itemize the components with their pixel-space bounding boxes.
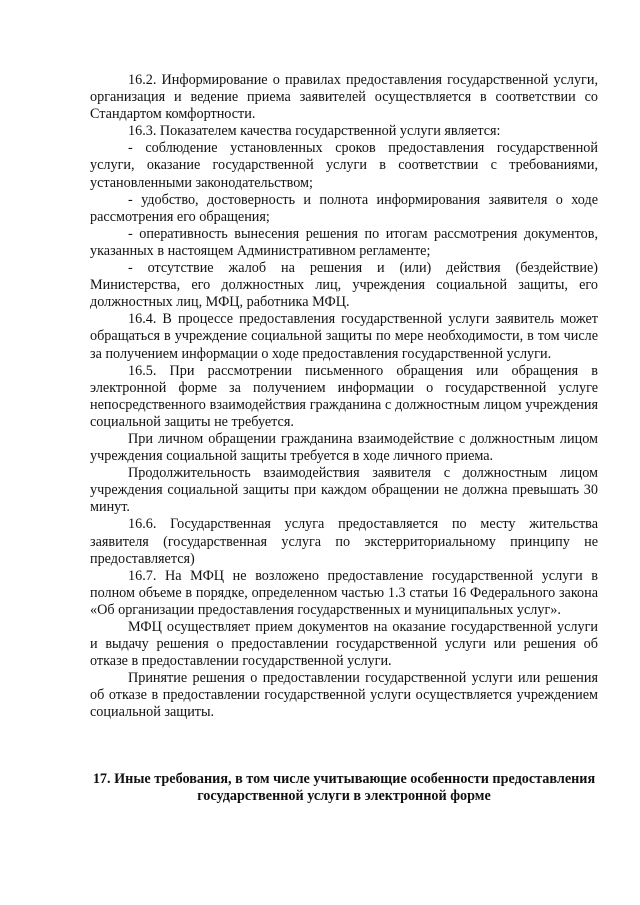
paragraph-duration: Продолжительность взаимодействия заявителя с должностным лицом учреждения социальной защиты при каждом обращении не должна превышать 30 минут. [90,465,598,516]
paragraph-16-2: 16.2. Информирование о правилах предоставления государственной услуги, организация и ведение приема заявителей осуществляется в соответствии со Стандартом комфортности. [90,72,598,123]
paragraph-16-4: 16.4. В процессе предоставления государственной услуги заявитель может обращаться в учреждение социальной защиты по мере необходимости, в том числе за получением информации о ходе предоставления государственной услуги. [90,311,598,362]
paragraph-16-7: 16.7. На МФЦ не возложено предоставление государственной услуги в полном объеме в порядке, определенном частью 1.3 статьи 16 Федерального закона «Об организации предоставления государственных и муниципальных услуг». [90,567,598,618]
paragraph-decision: Принятие решения о предоставлении государственной услуги или решения об отказе в предоставлении государственной услуги осуществляется учреждением социальной защиты. [90,670,598,721]
document-body [90,72,598,722]
list-item-deadlines: - соблюдение установленных сроков предоставления государственной услуги, оказание государственной услуги в соответствии с требованиями, установленными законодательством; [90,140,598,191]
paragraph-16-3: 16.3. Показателем качества государственной услуги является: [128,123,501,140]
paragraph-16-5: 16.5. При рассмотрении письменного обращения или обращения в электронной форме за получением информации о государственной услуге непосредственного взаимодействия гражданина с должностным лицом учреждения социальной защиты не требуется. [90,362,598,430]
list-item-promptness: - оперативность вынесения решения по итогам рассмотрения документов, указанных в настоящем Административном регламенте; [90,225,598,259]
paragraph-personal-appeal: При личном обращении гражданина взаимодействие с должностным лицом учреждения социальной защиты требуется в ходе личного приема. [90,430,598,465]
section-heading-17: 17. Иные требования, в том числе учитывающие особенности предоставления государственной услуги в электронной форме [92,771,596,805]
paragraph-16-6: 16.6. Государственная услуга предоставляется по месту жительства заявителя (государственная услуга по экстерриториальному принципу не предоставляется) [90,516,598,567]
list-item-no-complaints: - отсутствие жалоб на решения и (или) действия (бездействие) Министерства, его должностных лиц, учреждения социальной защиты, его должностных лиц, МФЦ, работника МФЦ. [90,260,598,311]
list-item-informing: - удобство, достоверность и полнота информирования заявителя о ходе рассмотрения его обращения; [90,191,598,225]
paragraph-mfc-reception: МФЦ осуществляет прием документов на оказание государственной услуги и выдачу решения о предоставлении государственной услуги или решения об отказе в предоставлении государственной услуги. [90,619,598,670]
